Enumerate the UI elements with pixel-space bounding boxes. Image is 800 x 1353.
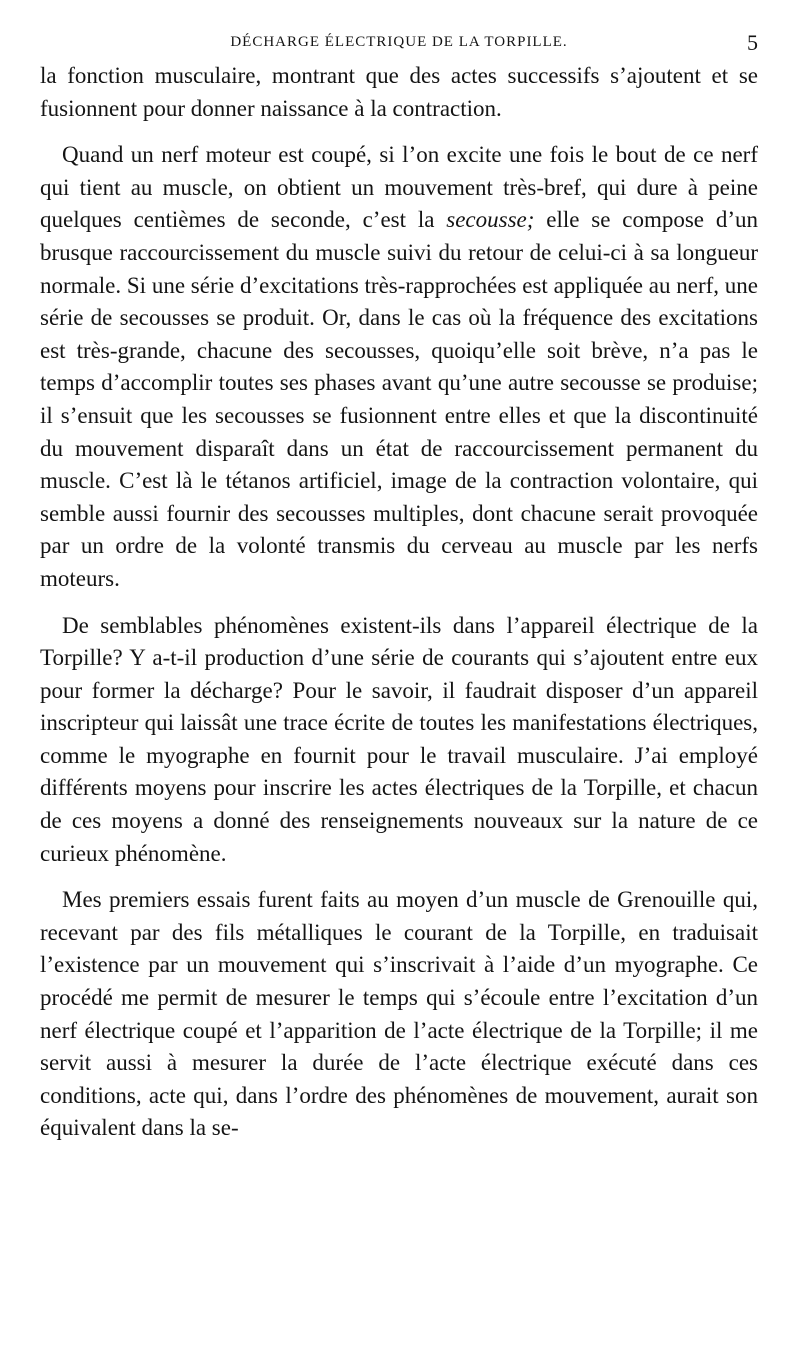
paragraph-4: Mes premiers essais furent faits au moyen d’un muscle de Grenouille qui, recevant par des fils métalliques le courant de la Torpille, en traduisait l’existence par un mouvement qui s’inscrivait à l’aide d’un myographe. Ce procédé me permit de mesurer le temps qui s’écoule entre l’excitation d’un nerf électrique coupé et l’apparition de l’acte électrique de la Torpille; il me servit aussi à mesurer la durée de l’acte électrique exécuté dans ces conditions, acte qui, dans l’ordre des phénomènes de mouvement, aurait son équivalent dans la se-: [40, 887, 758, 1141]
paragraph-2-text-end: elle se compose d’un brusque raccourcissement du muscle suivi du retour de celui-ci à sa longueur normale. Si une série d’excitations très-rapprochées est appliquée au nerf, une série de secousses se produit. Or, dans le cas où la fréquence des excitations est très-grande, chacune des secousses, quoiqu’elle soit brève, n’a pas le temps d’accomplir toutes ses phases avant qu’une autre secousse se produise; il s’ensuit que les secousses se fusionnent entre elles et que la discontinuité du mouvement disparaît dans un état de raccourcissement permanent du muscle. C’est là le tétanos artificiel, image de la contraction volontaire, qui semble aussi fournir des secousses multiples, dont chacune serait provoquée par un ordre de la volonté transmis du cerveau au muscle par les nerfs moteurs.: [40, 207, 759, 591]
paragraph-3: De semblables phénomènes existent-ils dans l’appareil électrique de la Torpille? Y a-t-il production d’une série de courants qui s’ajoutent entre eux pour former la décharge? Pour le savoir, il faudrait disposer d’un appareil inscripteur qui laissât une trace écrite de toutes les manifestations électriques, comme le myographe en fournit pour le travail musculaire. J’ai employé différents moyens pour inscrire les actes électriques de la Torpille, et chacun de ces moyens a donné des renseignements nouveaux sur la nature de ce curieux phénomène.: [40, 612, 758, 866]
body-text: [40, 60, 758, 1145]
book-page: [40, 30, 758, 1340]
running-head: [40, 30, 758, 60]
paragraph-2-text-start: Quand un nerf moteur est coupé, si l’on excite une fois le bout de ce nerf qui tient au muscle, on obtient un mouvement très-bref, qui dure à peine quelques centièmes de seconde, c’est la: [40, 142, 758, 233]
running-title: DÉCHARGE ÉLECTRIQUE DE LA TORPILLE.: [230, 34, 568, 50]
paragraph-1: la fonction musculaire, montrant que des actes successifs s’ajoutent et se fusionnent pour donner naissance à la contraction.: [40, 63, 758, 121]
emphasis-secousse: secousse;: [446, 207, 535, 233]
page-number: 5: [747, 30, 758, 55]
paragraph-2: [40, 139, 758, 595]
